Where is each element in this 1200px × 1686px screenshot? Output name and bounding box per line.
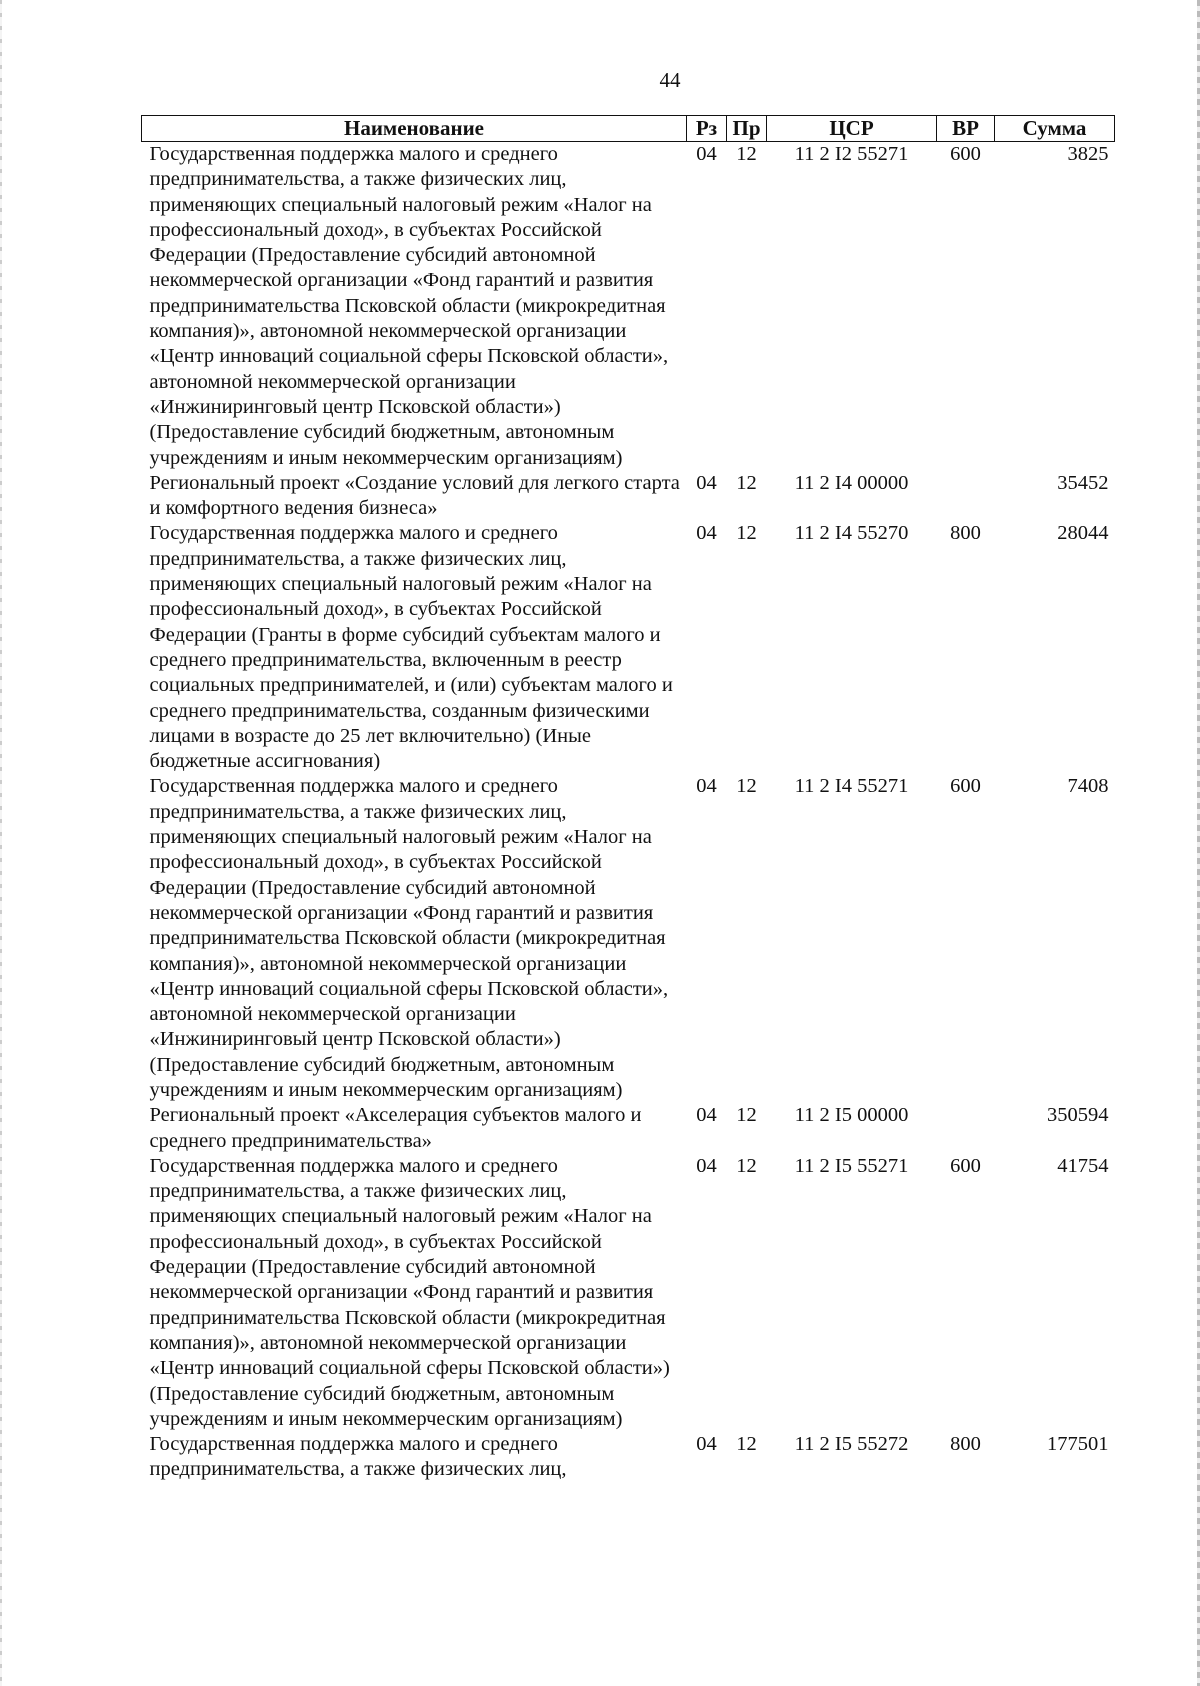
table-row [142, 1432, 1115, 1483]
row-sum: 41754 [1057, 1154, 1109, 1177]
row-rz: 04 [696, 143, 717, 165]
row-pr: 12 [736, 522, 757, 545]
row-pr: 12 [736, 471, 757, 494]
row-name: Государственная поддержка малого и среднего предпринимательства, а также физических лиц, [149, 1433, 567, 1481]
page-number: 44 [659, 68, 681, 92]
row-sum: 177501 [1047, 1433, 1109, 1456]
budget-table [141, 115, 1115, 1483]
row-rz: 04 [696, 775, 717, 798]
table-row [142, 521, 1115, 774]
row-name: Государственная поддержка малого и среднего предпринимательства, а также физических лиц, применяющих специальный налоговый режим «Налог на профессиональный доход», в субъектах Российской Федерации (Предоставление субсидий автономной некоммерческой организации «Фонд гарантий и развития предпринимательства Псковской области (микрокредитная компания)», автономной некоммерческой организации «Центр инноваций социальной сферы Псковской области») (Предоставление субсидий бюджетным, автономным учреждениям и иным некоммерческим организациям) [149, 1154, 670, 1430]
row-sum: 350594 [1047, 1104, 1109, 1127]
row-rz: 04 [696, 1154, 717, 1177]
row-name: Региональный проект «Создание условий для легкого старта и комфортного ведения бизнеса» [149, 471, 680, 520]
row-rz: 04 [696, 1433, 717, 1456]
row-csr: 11 2 I5 55271 [794, 1154, 909, 1177]
header-pr: Пр [727, 116, 767, 142]
row-rz: 04 [696, 522, 717, 545]
row-csr: 11 2 I2 55271 [794, 143, 909, 165]
row-vr: 600 [950, 1154, 981, 1177]
header-sum: Сумма [995, 116, 1115, 142]
row-csr: 11 2 I4 00000 [794, 471, 909, 494]
table-row [142, 774, 1115, 1103]
row-sum: 35452 [1057, 471, 1109, 494]
row-csr: 11 2 I4 55271 [794, 775, 909, 798]
row-name: Государственная поддержка малого и среднего предпринимательства, а также физических лиц, применяющих специальный налоговый режим «Налог на профессиональный доход», в субъектах Российской Федерации (Гранты в форме субсидий субъектам малого и среднего предпринимательства, включенным в реестр социальных предпринимателей, и (или) субъектам малого и среднего предпринимательства, созданным физическими лицами в возрасте до 25 лет включительно) (Иные бюджетные ассигнования) [149, 522, 673, 773]
header-csr: ЦСР [767, 116, 937, 142]
table-row [142, 1103, 1115, 1154]
row-pr: 12 [736, 1154, 757, 1177]
table-header-row [142, 116, 1115, 142]
header-vr: ВР [937, 116, 995, 142]
row-rz: 04 [696, 471, 717, 494]
header-name: Наименование [142, 116, 687, 142]
budget-table-container [141, 115, 1114, 1483]
table-row [142, 471, 1115, 522]
row-name: Региональный проект «Акселерация субъектов малого и среднего предпринимательства» [149, 1104, 642, 1152]
row-pr: 12 [736, 1104, 757, 1127]
row-pr: 12 [736, 1433, 757, 1456]
row-vr [937, 471, 995, 522]
row-rz: 04 [696, 1104, 717, 1127]
row-vr [937, 1103, 995, 1154]
table-row [142, 1154, 1115, 1432]
row-pr: 12 [736, 143, 757, 165]
row-name: Государственная поддержка малого и среднего предпринимательства, а также физических лиц, применяющих специальный налоговый режим «Налог на профессиональный доход», в субъектах Российской Федерации (Предоставление субсидий автономной некоммерческой организации «Фонд гарантий и развития предпринимательства Псковской области (микрокредитная компания)», автономной некоммерческой организации «Центр инноваций социальной сферы Псковской области», автономной некоммерческой организации «Инжиниринговый центр Псковской области») (Предоставление субсидий бюджетным, автономным учреждениям и иным некоммерческим организациям) [149, 143, 669, 469]
row-csr: 11 2 I4 55270 [794, 522, 909, 545]
row-sum: 3825 [1067, 143, 1109, 165]
header-rz: Рз [687, 116, 727, 142]
row-csr: 11 2 I5 55272 [794, 1433, 909, 1456]
table-row [142, 142, 1115, 471]
row-sum: 7408 [1067, 775, 1109, 798]
scan-edge-left [0, 0, 2, 1686]
row-sum: 28044 [1057, 522, 1109, 545]
row-vr: 600 [950, 775, 981, 798]
row-vr: 600 [950, 143, 981, 165]
row-pr: 12 [736, 775, 757, 798]
row-vr: 800 [950, 522, 981, 545]
row-csr: 11 2 I5 00000 [794, 1104, 909, 1127]
row-vr: 800 [950, 1433, 981, 1456]
row-name: Государственная поддержка малого и среднего предпринимательства, а также физических лиц, применяющих специальный налоговый режим «Налог на профессиональный доход», в субъектах Российской Федерации (Предоставление субсидий автономной некоммерческой организации «Фонд гарантий и развития предпринимательства Псковской области (микрокредитная компания)», автономной некоммерческой организации «Центр инноваций социальной сферы Псковской области», автономной некоммерческой организации «Инжиниринговый центр Псковской области») (Предоставление субсидий бюджетным, автономным учреждениям и иным некоммерческим организациям) [149, 775, 669, 1101]
